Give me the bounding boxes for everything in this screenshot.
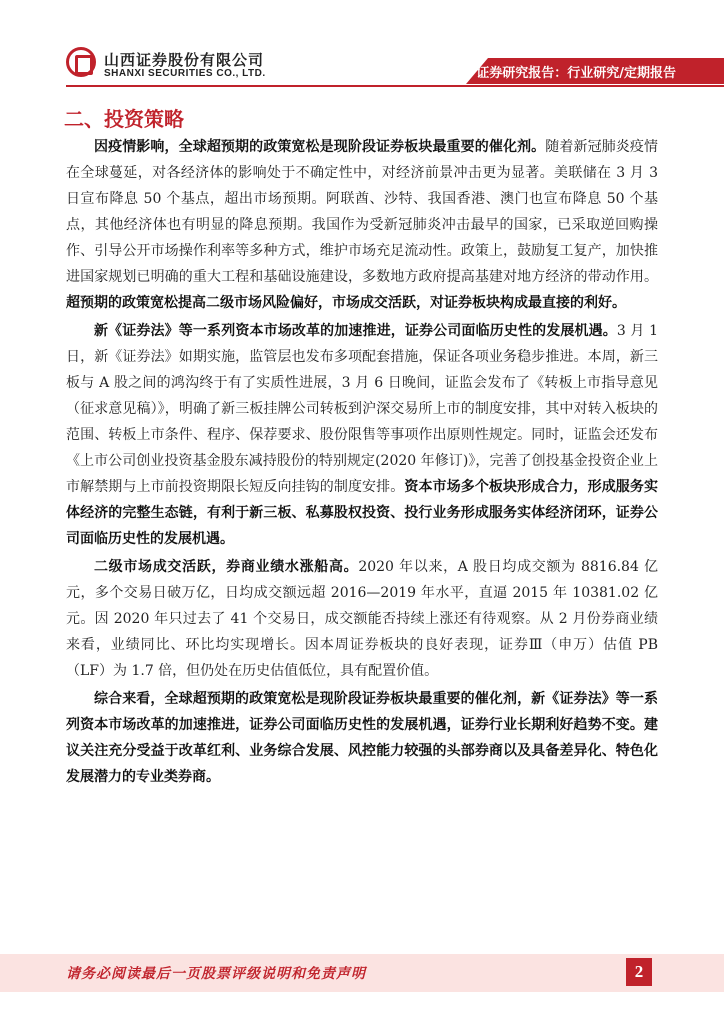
bold-run: 二级市场成交活跃，券商业绩水涨船高。	[94, 559, 359, 575]
body-paragraph	[66, 318, 658, 552]
page-header	[0, 0, 724, 100]
bold-run: 因疫情影响，全球超预期的政策宽松是现阶段证券板块最重要的催化剂。	[94, 139, 546, 155]
report-type-label: 证券研究报告：行业研究/定期报告	[476, 66, 676, 81]
company-name-en: SHANXI SECURITIES CO., LTD.	[104, 68, 266, 79]
page-number: 2	[626, 958, 652, 986]
bold-run: 资本市场多个板块形成合力，形成服务实体经济的完整生态链，有利于新三板、私募股权投资、投行业务形成服务实体经济闭环，证券公司面临历史性的发展机遇。	[66, 479, 659, 547]
report-body	[66, 134, 658, 792]
text-run: 随着新冠肺炎疫情在全球蔓延，对各经济体的影响处于不确定性中，对经济前景冲击更为显著。美联储在 3 月 3 日宣布降息 50 个基点，超出市场预期。阿联酋、沙特、我国香港、澳门也宣布降息 50 个基点，其他经济体也有明显的降息预期。我国作为受新冠肺炎冲击最早的国家，已采取逆回购操作、引导公开市场操作利率等多种方式，维护市场充足流动性。政策上，鼓励复工复产，加快推进国家规划已明确的重大工程和基础设施建设，多数地方政府提高基建对地方经济的带动作用。	[66, 139, 658, 285]
body-paragraph	[66, 554, 658, 684]
text-run: 3 月 1 日，新《证券法》如期实施，监管层也发布多项配套措施，保证各项业务稳步推进。本周，新三板与 A 股之间的鸿沟终于有了实质性进展，3 月 6 日晚间，证监会发布了《转板上市指导意见（征求意见稿）》，明确了新三板挂牌公司转板到沪深交易所上市的制度安排，其中对转入板块的范围、转板上市条件、程序、保荐要求、股份限售等事项作出原则性规定。同时，证监会还发布《上市公司创业投资基金股东减持股份的特别规定(2020 年修订)》，完善了创投基金投资企业上市解禁期与上市前投资期限长短反向挂钩的制度安排。	[66, 323, 659, 495]
bold-run: 综合来看，全球超预期的政策宽松是现阶段证券板块最重要的催化剂，新《证券法》等一系列资本市场改革的加速推进，证券公司面临历史性的发展机遇，证券行业长期利好趋势不变。建议关注充分受益于改革红利、业务综合发展、风控能力较强的头部券商以及具备差异化、特色化发展潜力的专业类券商。	[66, 691, 658, 785]
bold-run: 新《证券法》等一系列资本市场改革的加速推进，证券公司面临历史性的发展机遇。	[94, 323, 617, 339]
section-title: 二、投资策略	[64, 107, 184, 131]
body-paragraph	[66, 134, 658, 316]
disclaimer-notice[interactable]: 请务必阅读最后一页股票评级说明和免责声明	[66, 966, 366, 982]
header-divider	[66, 85, 724, 87]
bold-run: 超预期的政策宽松提高二级市场风险偏好，市场成交活跃，对证券板块构成最直接的利好。	[66, 295, 626, 311]
text-run: 2020 年以来，A 股日均成交额为 8816.84 亿元，多个交易日破万亿，日均成交额远超 2016—2019 年水平，直逼 2015 年 10381.02 亿元。因 2020 年只过去了 41 个交易日，成交额能否持续上涨还有待观察。从 2 月份券商业绩来看，业绩同比、环比均实现增长。因本周证券板块的良好表现，证券Ⅲ（申万）估值 PB（LF）为 1.7 倍，但仍处在历史估值低位，具有配置价值。	[66, 559, 659, 679]
company-name-cn: 山西证券股份有限公司	[104, 51, 265, 69]
company-logo-icon	[66, 47, 96, 77]
body-paragraph	[66, 686, 658, 790]
